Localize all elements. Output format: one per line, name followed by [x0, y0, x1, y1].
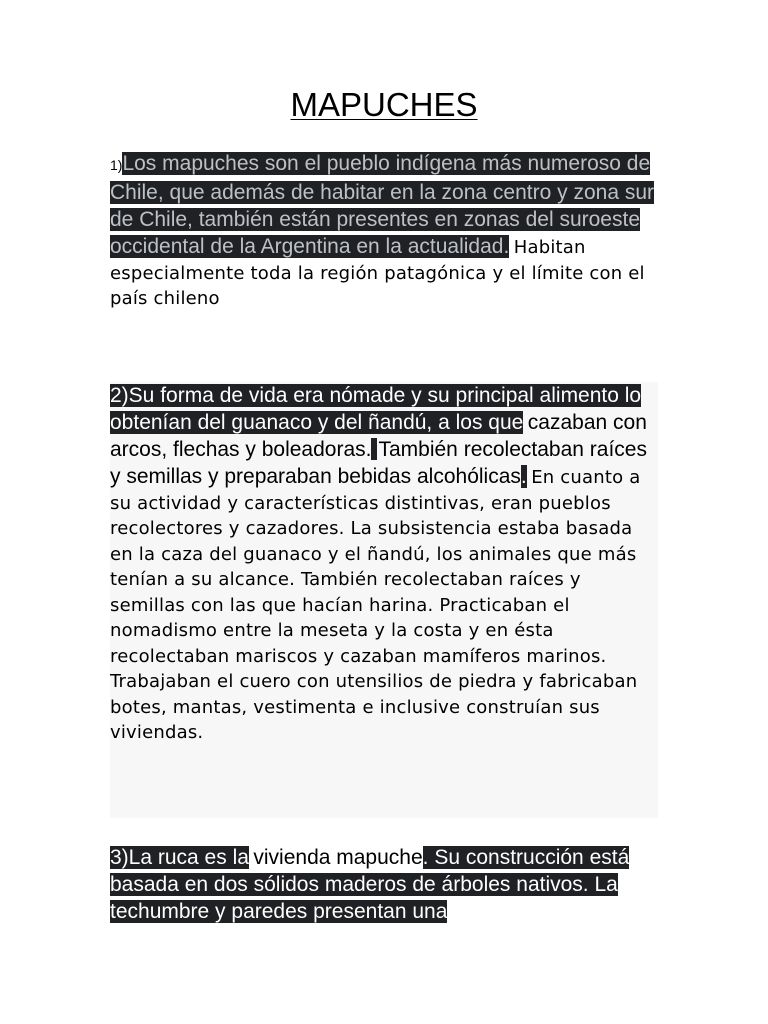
paragraph-2-text-a: cazaban con arcos, flechas y boleadoras. [110, 411, 647, 461]
paragraph-1-highlighted-text: Los mapuches son el pueblo indígena más numeroso de Chile, que además de habitar en la zona centro y zona sur de Chile, también están presentes en zonas del suroeste occidental de la Argentina en la actualidad. [110, 152, 655, 258]
paragraph-1-number: 1) [110, 157, 123, 173]
paragraph-3-highlighted-text-a: 3)La ruca es la [110, 846, 249, 869]
paragraph-3-text: vivienda mapuche [253, 846, 423, 869]
paragraph-3 [110, 844, 658, 925]
paragraph-2-text-c: En cuanto a su actividad y características distintivas, eran pueblos recolectores y cazadores. La subsistencia estaba basada en la caza del guanaco y el ñandú, los animales que más tenían a su alcance. También recolectaban raíces y semillas con las que hacían harina. Practicaban el nomadismo entre la meseta y la costa y en ésta recolectaban mariscos y cazaban mamíferos marinos. Trabajaban el cuero con utensilios de piedra y fabricaban botes, mantas, vestimenta e inclusive construían sus viviendas. [110, 467, 641, 743]
paragraph-2-text-b: También recolectaban raíces y semillas y preparaban bebidas alcohólicas [110, 438, 647, 488]
paragraph-2 [110, 382, 658, 746]
paragraph-1 [110, 150, 658, 312]
paragraph-2-highlighted-dot: . [520, 465, 527, 488]
paragraph-2-highlighted-text: 2)Su forma de vida era nómade y su principal alimento lo obtenían del guanaco y del ñandú, a los que [110, 384, 642, 434]
paragraph-3-highlighted-text-b: . Su construcción está basada en dos sólidos maderos de árboles nativos. La techumbre y paredes presentan una [110, 846, 630, 923]
paragraph-1-text: Habitan especialmente toda la región patagónica y el límite con el país chileno [110, 237, 645, 309]
highlight-mark [371, 438, 377, 460]
page-title: MAPUCHES [290, 86, 478, 123]
